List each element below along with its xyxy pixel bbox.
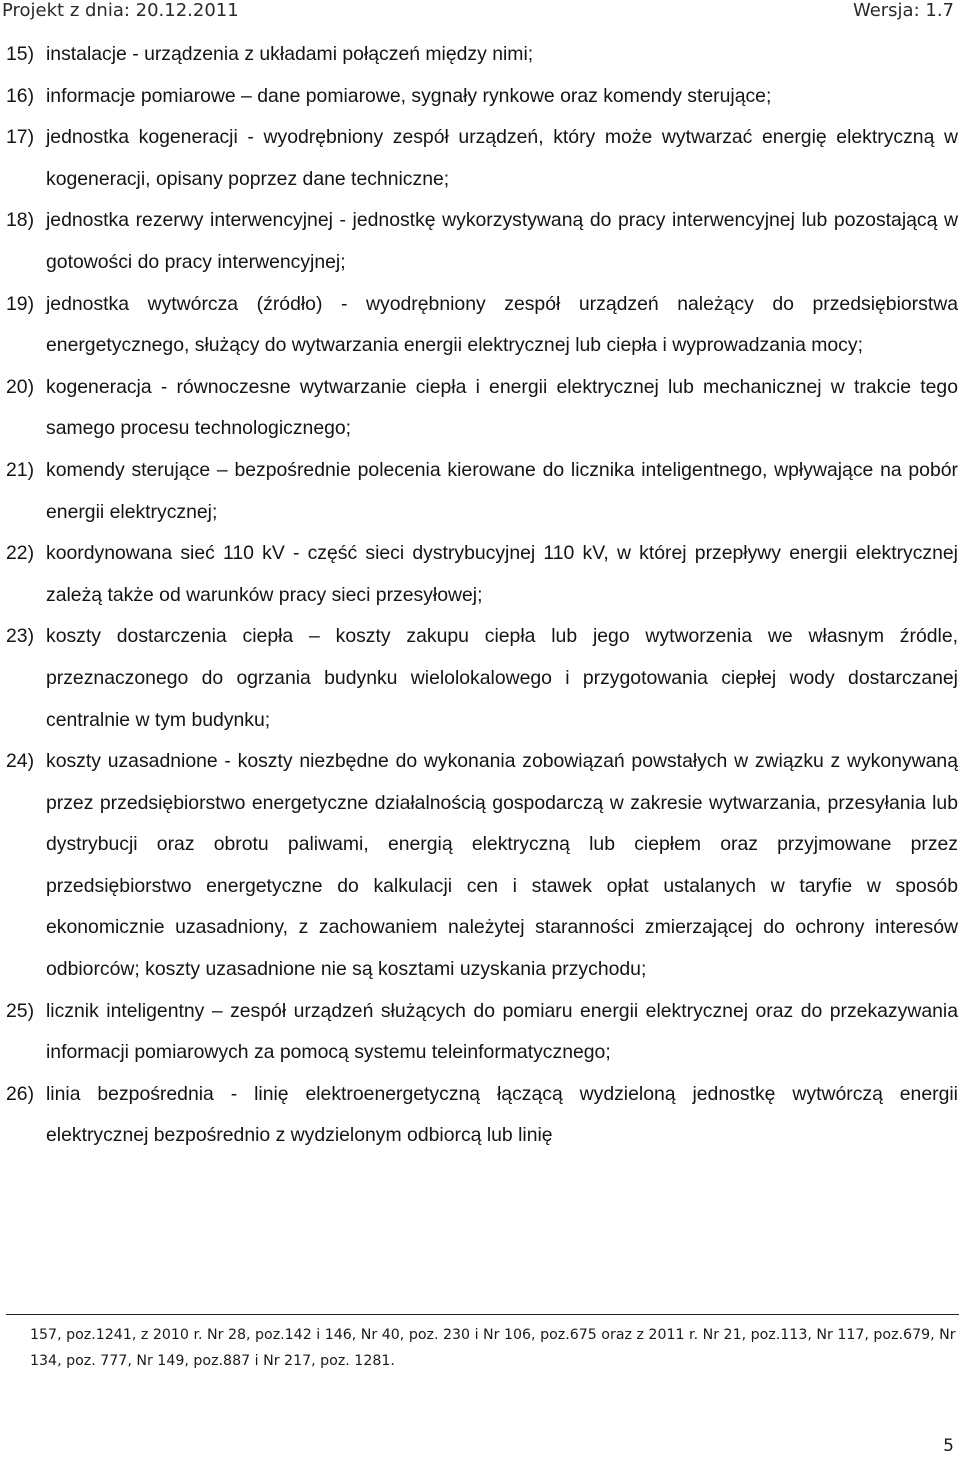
item-text: instalacje - urządzenia z układami połączeń między nimi; [46, 43, 534, 65]
item-number: 24) [6, 750, 35, 773]
item-number: 16) [6, 84, 35, 107]
item-text: koordynowana sieć 110 kV - część sieci dystrybucyjnej 110 kV, w której przepływy energii elektrycznej zależą także od warunków pracy sieci przesyłowej; [46, 542, 958, 606]
item-number: 18) [6, 209, 35, 232]
definition-item [6, 1074, 958, 1157]
item-text: linia bezpośrednia - linię elektroenergetyczną łączącą wydzieloną jednostkę wytwórczą energii elektrycznej bezpośrednio z wydzielonym odbiorcą lub linię [46, 1082, 958, 1147]
definitions-list [6, 34, 958, 1157]
footnote-separator [6, 1314, 959, 1315]
item-text: licznik inteligentny – zespół urządzeń służących do pomiaru energii elektrycznej oraz do przekazywania informacji pomiarowych za pomocą systemu teleinformatycznego; [46, 999, 958, 1064]
item-number: 25) [6, 999, 35, 1022]
item-text: koszty uzasadnione - koszty niezbędne do wykonania zobowiązań powstałych w związku z wykonywaną przez przedsiębiorstwo energetyczne działalnością gospodarczą w zakresie wytwarzania, przesyłania lub dystrybucji oraz obrotu paliwami, energią elektryczną lub ciepłem oraz przyjmowane przez przedsiębiorstwo energetyczne do kalkulacji cen i stawek opłat ustalanych w taryfie w sposób ekonomicznie uzasadniony, z zachowaniem należytej staranności zmierzającej do ochrony interesów odbiorców; koszty uzasadnione nie są kosztami uzyskania przychodu; [46, 750, 958, 981]
item-number: 22) [6, 542, 35, 565]
item-number: 17) [6, 126, 35, 149]
page-number: 5 [943, 1436, 954, 1456]
definition-item [6, 533, 958, 616]
item-number: 19) [6, 292, 35, 315]
definition-item [6, 117, 958, 200]
item-text: jednostka wytwórcza (źródło) - wyodrębniony zespół urządzeń należący do przedsiębiorstwa energetycznego, służący do wytwarzania energii elektrycznej lub ciepła i wyprowadzania mocy; [46, 292, 958, 357]
page-header [0, 0, 960, 28]
item-number: 23) [6, 625, 35, 648]
item-text: jednostka rezerwy interwencyjnej - jednostkę wykorzystywaną do pracy interwencyjnej lub pozostającą w gotowości do pracy interwencyjnej; [46, 209, 958, 273]
item-text: kogeneracja - równoczesne wytwarzanie ciepła i energii elektrycznej lub mechanicznej w trakcie tego samego procesu technologicznego; [46, 375, 958, 440]
footnote-text: 157, poz.1241, z 2010 r. Nr 28, poz.142 i 146, Nr 40, poz. 230 i Nr 106, poz.675 oraz z 2011 r. Nr 21, poz.113, Nr 117, poz.679, Nr 134, poz. 777, Nr 149, poz.887 i Nr 217, poz. 1281. [30, 1327, 956, 1369]
item-text: komendy sterujące – bezpośrednie polecenia kierowane do licznika inteligentnego, wpływające na pobór energii elektrycznej; [46, 458, 958, 523]
definition-item [6, 450, 958, 533]
version-label: Wersja: 1.7 [852, 0, 954, 21]
item-text: koszty dostarczenia ciepła – koszty zakupu ciepła lub jego wytworzenia we własnym źródle, przeznaczonego do ogrzania budynku wielolokalowego i przygotowania ciepłej wody dostarczanej centralnie w tym budynku; [46, 625, 958, 731]
item-number: 15) [6, 43, 35, 65]
definition-item [6, 284, 958, 367]
item-text: informacje pomiarowe – dane pomiarowe, sygnały rynkowe oraz komendy sterujące; [46, 84, 772, 107]
definition-item [6, 200, 958, 283]
definition-item [6, 741, 958, 991]
item-number: 21) [6, 458, 35, 481]
definition-item [6, 367, 958, 450]
project-date: Projekt z dnia: 20.12.2011 [2, 0, 239, 21]
item-number: 20) [6, 375, 35, 398]
item-number: 26) [6, 1082, 35, 1105]
item-text: jednostka kogeneracji - wyodrębniony zespół urządzeń, który może wytwarzać energię elektryczną w kogeneracji, opisany poprzez dane techniczne; [46, 126, 958, 190]
definition-item [6, 76, 958, 118]
definition-item [6, 616, 958, 741]
definition-item [6, 991, 958, 1074]
definition-item [6, 34, 958, 76]
